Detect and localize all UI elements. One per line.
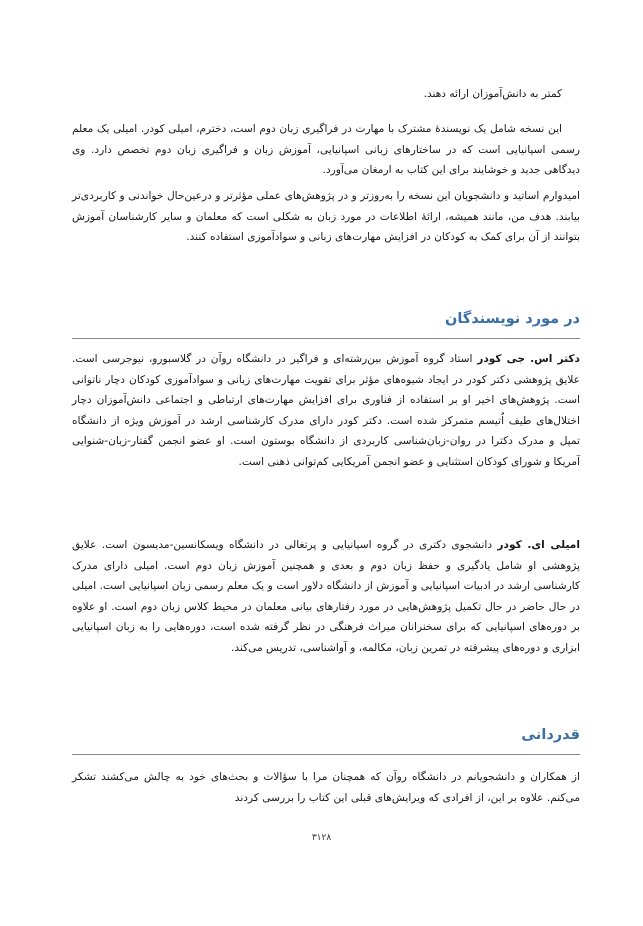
author1-name: دکتر اس. جی کودر — [477, 353, 580, 365]
intro-paragraph-hope — [72, 186, 580, 248]
author1-bio: استاد گروه آموزش بین‌رشته‌ای و فراگیر در دانشگاه روآن در گلاسبورو، نیوجرسی است. علایق پژوهشی دکتر کودر در ایجاد شیوه‌های مؤثر برای تقویت مهارت‌های زبانی و سوادآموزی کودکان دچار ناتوانی است. پژوهش‌های اخیر او بر استفاده از فناوری برای افزایش مهارت‌های ارتباطی و اجتماعی دانش‌آموزان دچار اختلال‌های طیف اُتیسم متمرکز شده است. دکتر کودر دارای مدرک کارشناسی ارشد در آموزش ویژه از دانشگاه تمپل و مدرک دکترا در روان‌-زبان‌شناسی کاربردی از دانشگاه بوستون است. او عضو انجمن گفتار-زبان-شنوایی آمریکا و شورای کودکان استثنایی و عضو انجمن آمریکایی کم‌توانی ذهنی است. — [72, 353, 580, 468]
thanks-text: از همکاران و دانشجویانم در دانشگاه روآن که همچنان مرا با سؤالات و بحث‌های خود به چالش می‌کشند تشکر می‌کنم. علاوه بر این، از افرادی که ویرایش‌های قبلی این کتاب را بررسی کردند — [72, 771, 580, 804]
thanks-paragraph — [72, 767, 580, 808]
coauthor-paragraph-text: این نسخه شامل یک نویسندهٔ مشترک با مهارت در فراگیری زبان دوم است، دخترم، امیلی کودر. امیلی یک معلم رسمی اسپانیایی است که در ساختارهای زبانی اسپانیایی، آموزش زبان و فراگیری زبان دوم تخصص دارد. وی دیدگاهی جدید و خوشایند برای این کتاب به ارمغان می‌آورد. — [72, 123, 580, 177]
author1-paragraph — [72, 349, 580, 473]
intro-fragment — [72, 84, 580, 105]
author2-bio: دانشجوی دکتری در گروه اسپانیایی و پرتغالی در دانشگاه ویسکانسین-مدیسون است. علایق پژوهشی او شامل یادگیری و حفظ زبان دوم و بعدی و همچنین آموزش زبان دوم است. امیلی دارای مدرک کارشناسی ارشد در ادبیات اسپانیایی و آموزش از دانشگاه دلاور است و یک معلم رسمی زبان اسپانیایی است. امیلی در حال حاضر در حال تکمیل پژوهش‌هایی در مورد رفتارهای بیانی معلمان در محیط کلاس زبان دوم است. او علاوه بر دوره‌های اسپانیایی که برای سخنرانان میراث فرهنگی در نظر گرفته شده است، دوره‌هایی را به زبان اسپانیایی ابزاری و دوره‌های پیشرفته در تمرین زبان، مکالمه، و آواشناسی، تدریس می‌کند. — [72, 539, 580, 654]
section-heading-authors: در مورد نویسندگان — [444, 311, 580, 327]
author2-paragraph — [72, 535, 580, 659]
page-number: ۳۱۲۸ — [311, 833, 332, 843]
heading-divider-authors — [72, 338, 580, 339]
author2-name: امیلی ای. کودر — [497, 539, 580, 551]
heading-divider-thanks — [72, 754, 580, 755]
section-heading-thanks: قدردانی — [521, 727, 580, 743]
intro-fragment-text: کمتر به دانش‌آموزان ارائه دهند. — [423, 88, 562, 100]
hope-paragraph-text: امیدوارم اساتید و دانشجویان این نسخه را به‌روزتر و در پژوهش‌های عملی مؤثرتر و درعین‌حال خواندنی و کاربردی‌تر بیابند. هدف من، مانند همیشه، ارائهٔ اطلاعات در مورد زبان به شکلی است که معلمان و سایر کارشناسان آموزش بتوانند از آن برای کمک به کودکان در افزایش مهارت‌های زبانی و سوادآموزی استفاده کنند. — [72, 190, 580, 244]
intro-paragraph-coauthor — [72, 119, 580, 181]
